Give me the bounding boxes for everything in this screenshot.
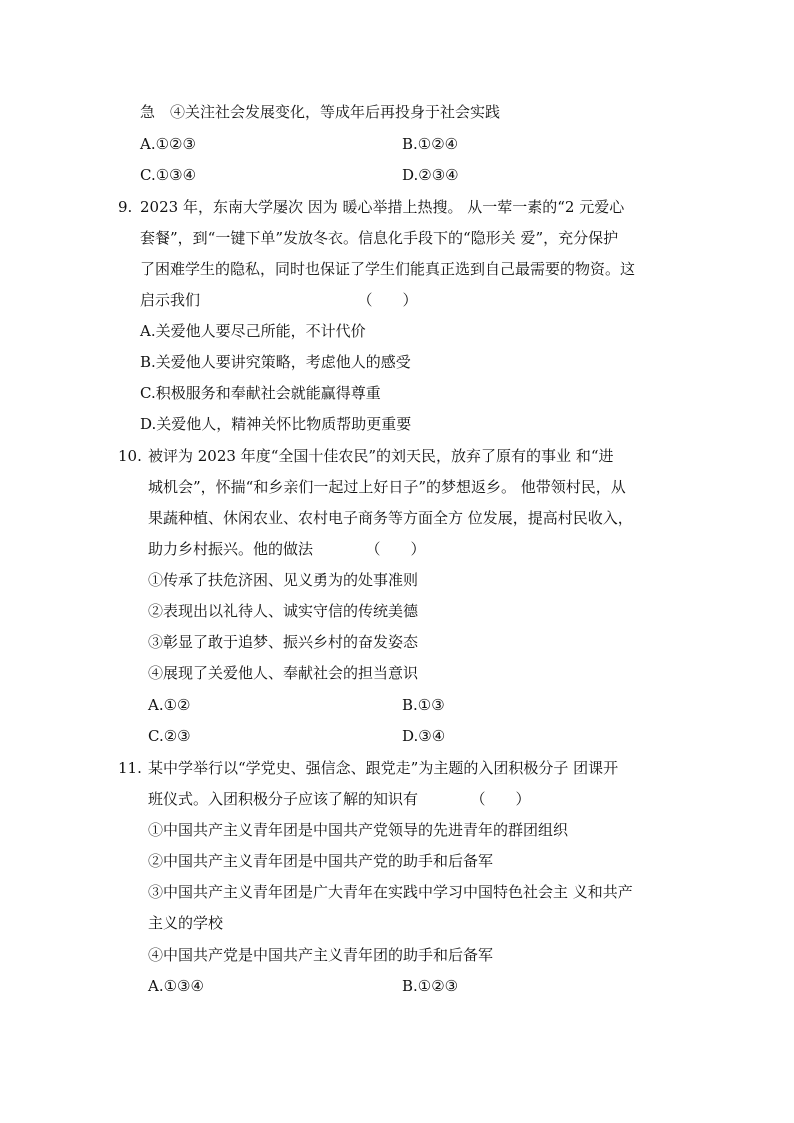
q8-statement-tail: 急 ④关注社会发展变化，等成年后再投身于社会实践 bbox=[140, 103, 501, 121]
q11-option-b[interactable]: B.①②③ bbox=[402, 977, 459, 995]
q11-stem-line: 某中学举行以“学党史、强信念、跟党走”为主题的入团积极分子 团课开 bbox=[148, 759, 619, 777]
q10-stem-line: 助力乡村振兴。他的做法 （ ） bbox=[148, 540, 426, 558]
q10-option-c[interactable]: C.②③ bbox=[148, 727, 191, 745]
q10-stem-line: 果蔬种植、休闲农业、农村电子商务等方面全方 位发展，提高村民收入， bbox=[148, 509, 633, 527]
q10-statement: ②表现出以礼待人、诚实守信的传统美德 bbox=[148, 602, 419, 620]
q9-option-c[interactable]: C.积极服务和奉献社会就能赢得尊重 bbox=[140, 384, 381, 402]
q11-statement: ①中国共产主义青年团是中国共产党领导的先进青年的群团组织 bbox=[148, 821, 569, 839]
q8-option-b[interactable]: B.①②④ bbox=[402, 135, 459, 153]
q11-stem-line: 班仪式。入团积极分子应该了解的知识有 （ ） bbox=[148, 790, 531, 808]
q10-statement: ③彰显了敢于追梦、振兴乡村的奋发姿态 bbox=[148, 633, 419, 651]
q8-option-d[interactable]: D.②③④ bbox=[402, 166, 459, 184]
q9-option-d[interactable]: D.关爱他人，精神关怀比物质帮助更重要 bbox=[140, 415, 412, 433]
q11-statement: ③中国共产主义青年团是广大青年在实践中学习中国特色社会主 义和共产 bbox=[148, 883, 633, 901]
q8-option-c[interactable]: C.①③④ bbox=[140, 166, 197, 184]
q9-option-b[interactable]: B.关爱他人要讲究策略，考虑他人的感受 bbox=[140, 353, 411, 371]
q11-statement: ④中国共产党是中国共产主义青年团的助手和后备军 bbox=[148, 946, 494, 964]
q11-number: 11. bbox=[118, 759, 142, 777]
q10-option-a[interactable]: A.①② bbox=[148, 696, 191, 714]
q9-number: 9. bbox=[118, 198, 133, 216]
q9-stem-line: 启示我们 （ ） bbox=[140, 291, 418, 309]
q11-statement: ②中国共产主义青年团是中国共产党的助手和后备军 bbox=[148, 852, 494, 870]
q11-statement-continuation: 主义的学校 bbox=[148, 914, 224, 932]
q10-option-d[interactable]: D.③④ bbox=[402, 727, 446, 745]
q10-stem-line: 被评为 2023 年度“全国十佳农民”的刘天民，放弃了原有的事业 和“进 bbox=[148, 447, 614, 465]
q10-statement: ④展现了关爱他人、奉献社会的担当意识 bbox=[148, 664, 419, 682]
q8-option-a[interactable]: A.①②③ bbox=[140, 135, 196, 153]
q9-option-a[interactable]: A.关爱他人要尽己所能，不计代价 bbox=[140, 322, 366, 340]
q9-stem-line: 2023 年，东南大学屡次 因为 暖心举措上热搜。 从一荤一素的“2 元爱心 bbox=[140, 198, 625, 216]
q10-stem-line: 城机会”，怀揣“和乡亲们一起过上好日子”的梦想返乡。 他带领村民，从 bbox=[148, 478, 626, 496]
q10-option-b[interactable]: B.①③ bbox=[402, 696, 445, 714]
q10-number: 10. bbox=[118, 447, 142, 465]
q9-stem-line: 了困难学生的隐私，同时也保证了学生们能真正选到自己最需要的物资。这 bbox=[140, 260, 636, 278]
q9-stem-line: 套餐”，到“一键下单”发放冬衣。信息化手段下的“隐形关 爱”，充分保护 bbox=[140, 229, 619, 247]
q11-option-a[interactable]: A.①③④ bbox=[148, 977, 204, 995]
q10-statement: ①传承了扶危济困、见义勇为的处事准则 bbox=[148, 571, 419, 589]
